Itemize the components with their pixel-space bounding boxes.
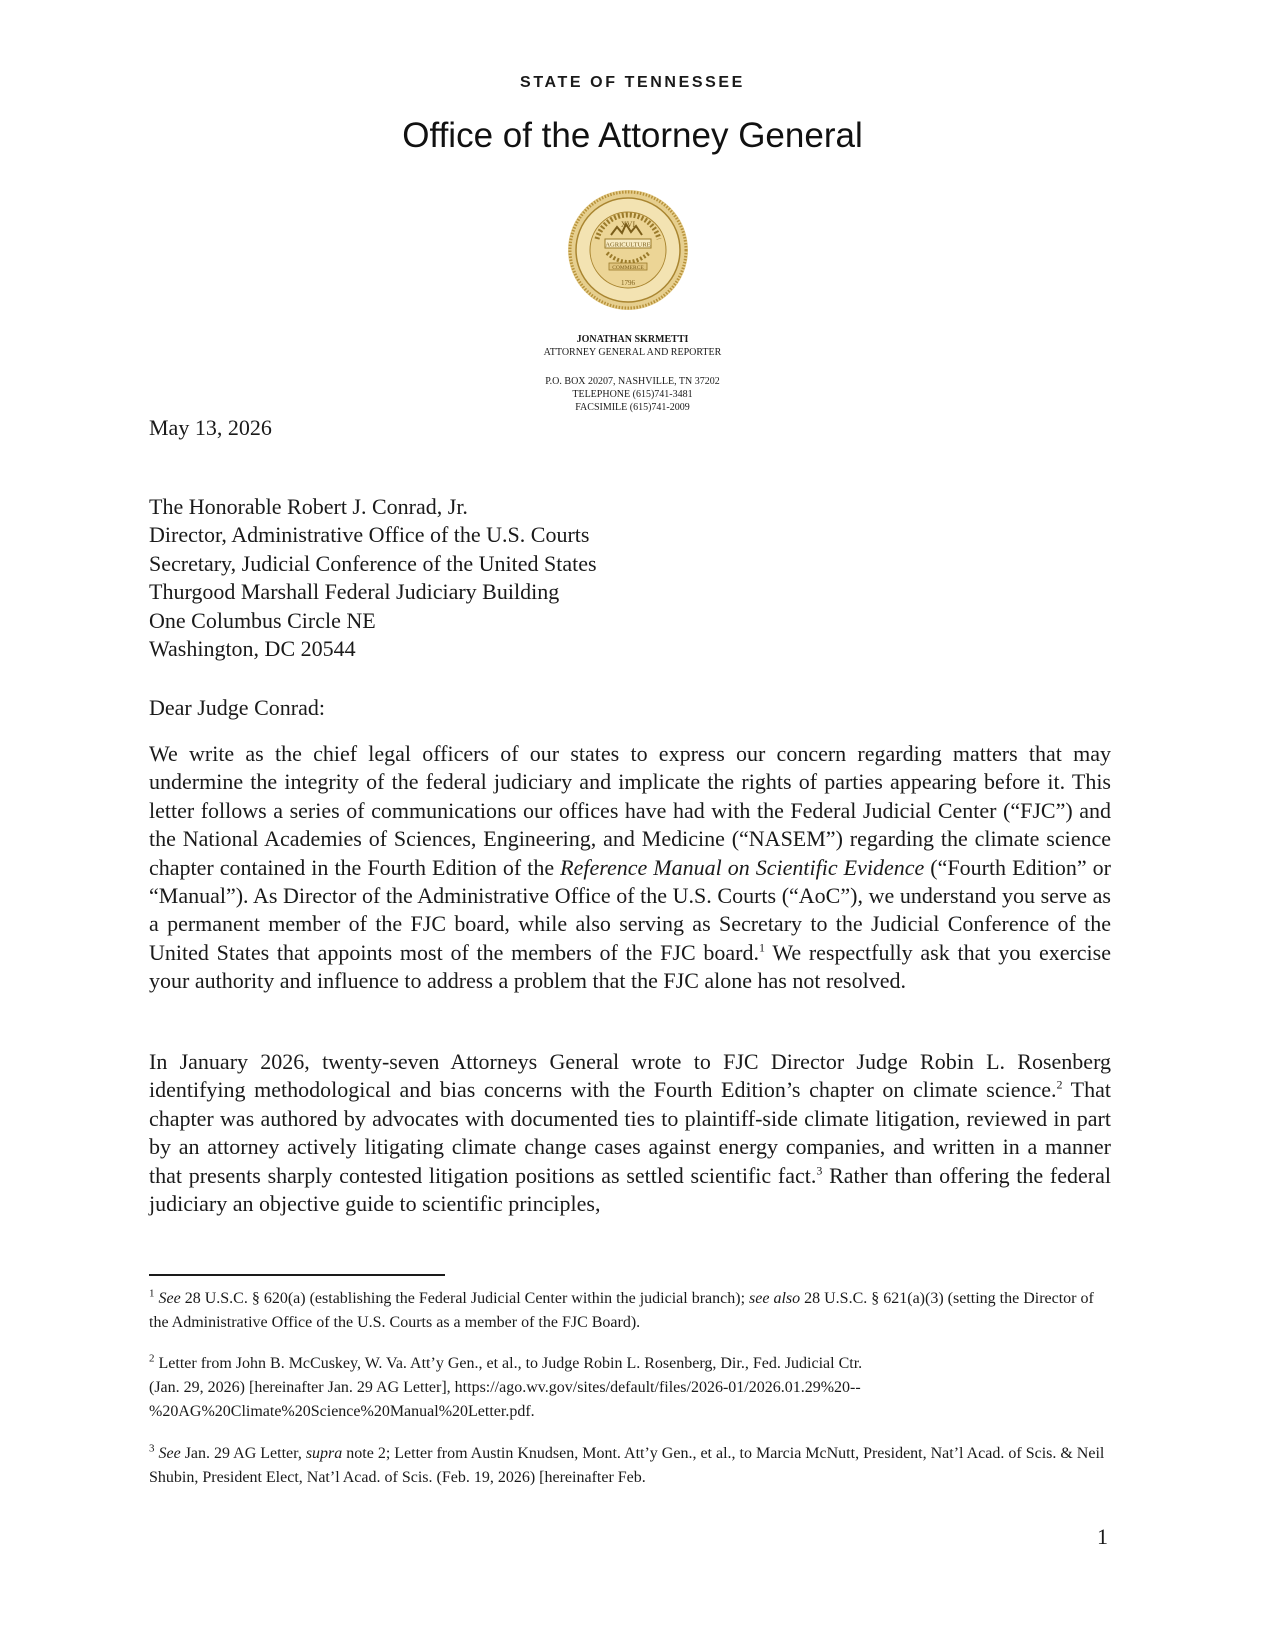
footnote-ref-2: 2 — [1056, 1078, 1063, 1093]
signal-see: See — [158, 1445, 181, 1462]
body-paragraph-2 — [149, 1048, 1111, 1218]
paragraph-text: (“Fourth Edition” or “Manual”). As Director of the Administrative Office of the U.S. Courts (“AoC”), we understand you serve as a permanent member of the FJC board, while also serving as Secretary to the Judicial Conference of the United States that appoints most of the members of the FJC board. — [149, 854, 1111, 965]
signal-see-also: see also — [749, 1290, 801, 1307]
letter-date: May 13, 2026 — [149, 415, 272, 440]
salutation: Dear Judge Conrad: — [149, 695, 325, 720]
footnote-number: 3 — [149, 1442, 155, 1455]
footnote-ref-1: 1 — [758, 940, 765, 955]
footnote-divider — [149, 1274, 445, 1276]
footnote-3 — [149, 1442, 1111, 1490]
footnote-text: %20AG%20Climate%20Science%20Manual%20Letter.pdf. — [149, 1403, 535, 1420]
recipient-line: Secretary, Judicial Conference of the United States — [149, 550, 597, 576]
footnote-1 — [149, 1287, 1111, 1335]
recipient-address-block — [149, 493, 1111, 663]
footnote-text: (Jan. 29, 2026) [hereinafter Jan. 29 AG Letter], https://ago.wv.gov/sites/default/files/2026-01/2026.01.29%20-- — [149, 1379, 861, 1396]
body-paragraph-1 — [149, 740, 1111, 996]
state-heading: STATE OF TENNESSEE — [520, 74, 745, 91]
office-title: Office of the Attorney General — [402, 116, 863, 155]
paragraph-text: That chapter was authored by advocates with documented ties to plaintiff-side climate litigation, reviewed in part by an attorney actively litigating climate change cases against energy companies, and written in a manner that presents sharply contested litigation positions as settled scientific fact. — [149, 1077, 1111, 1188]
recipient-line: The Honorable Robert J. Conrad, Jr. — [149, 494, 468, 519]
recipient-line: Washington, DC 20544 — [149, 636, 356, 662]
attorney-general-title: ATTORNEY GENERAL AND REPORTER — [543, 347, 722, 358]
footnote-ref-3: 3 — [816, 1163, 823, 1178]
signal-see: See — [158, 1290, 181, 1307]
svg-text:COMMERCE: COMMERCE — [612, 265, 644, 271]
paragraph-text: We write as the chief legal officers of our states to express our concern regarding matters that may undermine the integrity of the federal judiciary and implicate the rights of parties appearing before it. This letter follows a series of communications our offices have had with the Federal Judicial Center (“FJC”) and the National Academies of Sciences, Engineering, and Medicine (“NASEM”) regarding the climate science chapter contained in the Fourth Edition of the — [149, 741, 1111, 880]
office-telephone: TELEPHONE (615)741-3481 — [572, 389, 693, 400]
paragraph-text: We respectfully ask that you exercise your authority and influence to address a problem that the FJC alone has not resolved. — [149, 939, 1111, 994]
page-number: 1 — [1097, 1524, 1108, 1549]
office-facsimile: FACSIMILE (615)741-2009 — [575, 402, 690, 413]
tennessee-seal-logo — [567, 189, 689, 311]
recipient-line: One Columbus Circle NE — [149, 607, 376, 633]
footnote-text: Letter from John B. McCuskey, W. Va. Att’y Gen., et al., to Judge Robin L. Rosenberg, Dir., Fed. Judicial Ctr. — [158, 1355, 863, 1372]
footnote-text: 28 U.S.C. § 621(a)(3) (setting the Director of the Administrative Office of the U.S. Courts as a member of the FJC Board). — [149, 1290, 1094, 1331]
recipient-line: Director, Administrative Office of the U.S. Courts — [149, 522, 590, 548]
footnote-number: 1 — [149, 1287, 155, 1300]
footnote-2 — [149, 1352, 1111, 1424]
signal-supra: supra — [305, 1445, 343, 1462]
manual-title: Reference Manual on Scientific Evidence — [560, 854, 925, 880]
svg-text:AGRICULTURE: AGRICULTURE — [605, 241, 651, 249]
attorney-general-name: JONATHAN SKRMETTI — [576, 334, 689, 345]
recipient-line: Thurgood Marshall Federal Judiciary Building — [149, 579, 560, 605]
paragraph-text: Rather than offering the federal judiciary an objective guide to scientific principles, — [149, 1162, 1111, 1217]
footnote-number: 2 — [149, 1352, 155, 1365]
footnote-text: note 2; Letter from Austin Knudsen, Mont. Att’y Gen., et al., to Marcia McNutt, President, Nat’l Acad. of Scis. & Neil Shubin, President Elect, Nat’l Acad. of Scis. (Feb. 19, 2026) [hereinafter Feb. — [149, 1445, 1105, 1486]
footnote-text: 28 U.S.C. § 620(a) (establishing the Federal Judicial Center within the judicial branch); — [180, 1290, 750, 1307]
svg-text:1796: 1796 — [621, 279, 635, 287]
office-address: P.O. BOX 20207, NASHVILLE, TN 37202 — [545, 376, 720, 387]
footnote-text: Jan. 29 AG Letter, — [180, 1445, 306, 1462]
svg-text:XVI: XVI — [620, 220, 636, 229]
paragraph-text: In January 2026, twenty-seven Attorneys General wrote to FJC Director Judge Robin L. Rosenberg identifying methodological and bias concerns with the Fourth Edition’s chapter on climate science. — [149, 1049, 1111, 1103]
